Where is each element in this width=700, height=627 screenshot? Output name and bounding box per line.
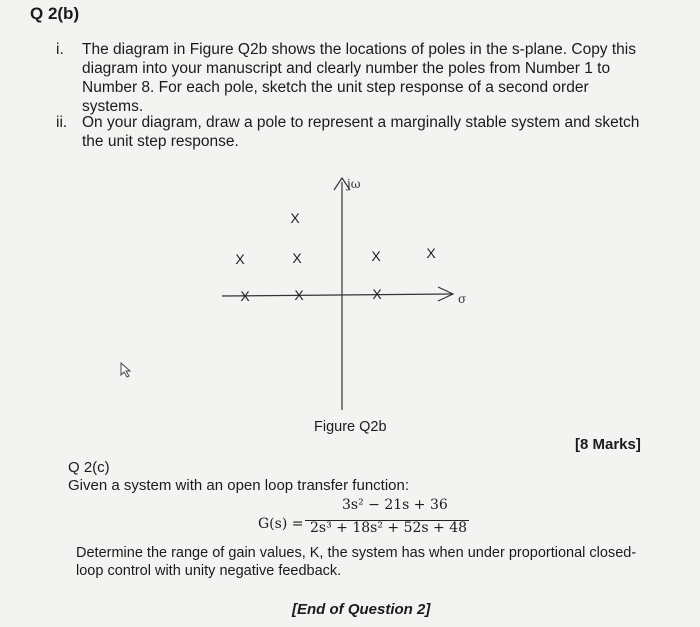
part-c-intro: Given a system with an open loop transfer function: xyxy=(68,477,410,494)
pole-marker: X xyxy=(290,210,300,226)
pole-marker: X xyxy=(372,286,382,302)
pole-marker: X xyxy=(235,251,245,267)
marks-label: [8 Marks] xyxy=(575,436,641,453)
sub-question-i-number: i. xyxy=(56,41,64,58)
part-c-heading: Q 2(c) xyxy=(68,459,110,476)
end-of-question: [End of Question 2] xyxy=(292,601,431,618)
transfer-function-numerator: 3s² − 21s + 36 xyxy=(342,497,448,513)
mouse-pointer-icon xyxy=(120,362,134,378)
real-axis-label: σ xyxy=(458,292,467,306)
transfer-function-lhs: G(s) = xyxy=(258,516,304,532)
part-c-question: Determine the range of gain values, K, the system has when under proportional closed-loop control with unity negative feedback. xyxy=(76,545,637,579)
sub-question-ii-number: ii. xyxy=(56,114,68,131)
pole-marker: X xyxy=(292,250,302,266)
pole-marker: X xyxy=(294,287,304,303)
pole-marker: X xyxy=(426,245,436,261)
sub-question-ii-text: On your diagram, draw a pole to represent a marginally stable system and sketch the unit step response. xyxy=(82,114,640,150)
pole-marker: X xyxy=(371,248,381,264)
real-axis xyxy=(222,294,452,296)
figure-caption: Figure Q2b xyxy=(314,419,387,435)
sub-question-i-text: The diagram in Figure Q2b shows the locations of poles in the s-plane. Copy this diagram into your manuscript and clearly number the poles from Number 1 to Number 8. For each pole, sketch the unit step response of a second order systems. xyxy=(82,41,636,115)
pole-marker: X xyxy=(240,288,250,304)
imaginary-axis-label: jω xyxy=(347,177,361,191)
transfer-function-denominator: 2s³ + 18s² + 52s + 48 xyxy=(310,520,468,536)
question-title: Q 2(b) xyxy=(30,4,80,23)
